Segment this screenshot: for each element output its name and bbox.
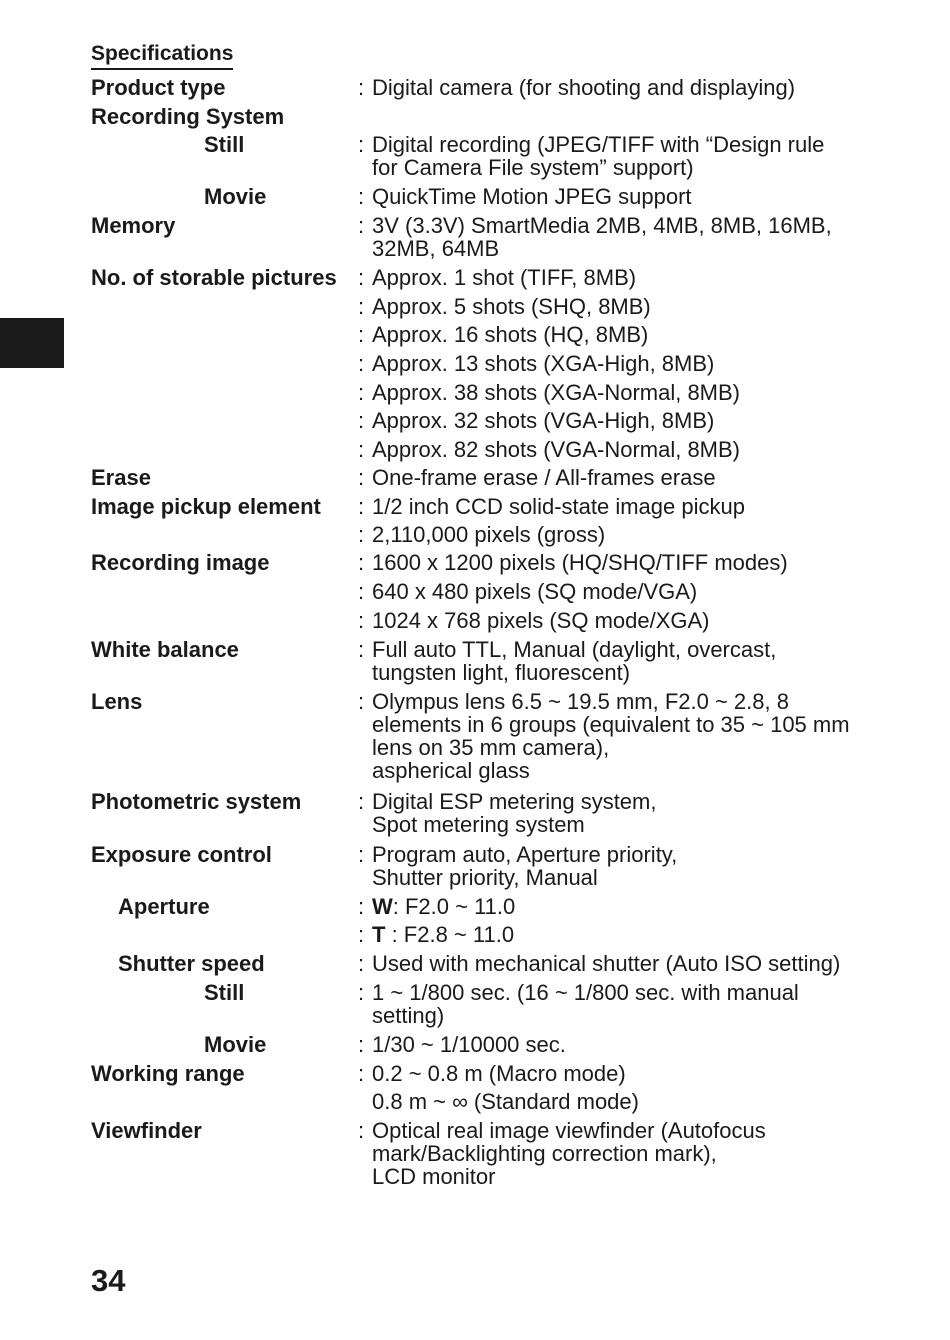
spec-label: Recording System — [91, 104, 285, 129]
spec-label: Image pickup element — [91, 494, 321, 519]
spec-value-line: Program auto, Aperture priority, — [372, 842, 678, 867]
spec-value-line: 3V (3.3V) SmartMedia 2MB, 4MB, 8MB, 16MB, — [372, 213, 832, 238]
spec-colon: : — [358, 1118, 365, 1143]
spec-value — [372, 295, 651, 318]
spec-label: Still — [204, 980, 245, 1005]
spec-value — [372, 438, 740, 461]
spec-value-line: 640 x 480 pixels (SQ mode/VGA) — [372, 579, 698, 604]
spec-value — [372, 1062, 626, 1085]
spec-value-line: elements in 6 groups (equivalent to 35 ~ 105 mm — [372, 712, 850, 737]
spec-colon: : — [358, 265, 365, 290]
spec-label: Viewfinder — [91, 1118, 202, 1143]
spec-value-line: 1 ~ 1/800 sec. (16 ~ 1/800 sec. with manual — [372, 980, 799, 1005]
spec-colon: : — [358, 213, 365, 238]
section-title: Specifications — [91, 42, 233, 70]
spec-value — [372, 551, 788, 574]
spec-colon: : — [358, 465, 365, 490]
spec-value — [372, 523, 605, 546]
spec-value — [372, 323, 648, 346]
chapter-tab-marker — [0, 318, 64, 368]
spec-label: Photometric system — [91, 789, 302, 814]
spec-value — [372, 352, 714, 375]
spec-value-line: for Camera File system” support) — [372, 155, 694, 180]
spec-value — [372, 1090, 639, 1113]
spec-label: Memory — [91, 213, 176, 238]
spec-label: Working range — [91, 1061, 245, 1086]
wide-key: W — [372, 894, 393, 919]
tele-key: T — [372, 922, 386, 947]
spec-colon: : — [358, 294, 365, 319]
spec-label: Aperture — [118, 894, 210, 919]
spec-colon: : — [358, 550, 365, 575]
spec-colon: : — [358, 494, 365, 519]
spec-value-line: Digital recording (JPEG/TIFF with “Design rule — [372, 132, 825, 157]
spec-value-line: Spot metering system — [372, 812, 585, 837]
spec-colon: : — [358, 579, 365, 604]
spec-value-line: One-frame erase / All-frames erase — [372, 465, 716, 490]
spec-value-line: Approx. 5 shots (SHQ, 8MB) — [372, 294, 651, 319]
spec-value-line: 0.8 m ~ ∞ (Standard mode) — [372, 1089, 639, 1114]
spec-value-line: Shutter priority, Manual — [372, 865, 598, 890]
spec-value-line: 1600 x 1200 pixels (HQ/SHQ/TIFF modes) — [372, 550, 788, 575]
spec-value — [372, 790, 656, 836]
spec-value — [372, 214, 832, 260]
spec-value-line: Used with mechanical shutter (Auto ISO setting) — [372, 951, 841, 976]
spec-value-line: Approx. 1 shot (TIFF, 8MB) — [372, 265, 637, 290]
spec-colon: : — [358, 75, 365, 100]
spec-value-line: Approx. 82 shots (VGA-Normal, 8MB) — [372, 437, 741, 462]
page-number: 34 — [91, 1263, 126, 1298]
spec-colon: : — [358, 789, 365, 814]
spec-colon: : — [358, 894, 365, 919]
spec-value — [372, 495, 745, 518]
spec-label: Shutter speed — [118, 951, 265, 976]
spec-value-line: Approx. 32 shots (VGA-High, 8MB) — [372, 408, 715, 433]
spec-value — [372, 981, 799, 1027]
spec-value-line: Approx. 13 shots (XGA-High, 8MB) — [372, 351, 715, 376]
spec-value — [372, 952, 840, 975]
spec-label: No. of storable pictures — [91, 265, 337, 290]
spec-value — [372, 638, 776, 684]
spec-colon: : — [358, 132, 365, 157]
spec-value-line: Approx. 38 shots (XGA-Normal, 8MB) — [372, 380, 741, 405]
spec-colon: : — [358, 1061, 365, 1086]
spec-label: White balance — [91, 637, 239, 662]
spec-label: Exposure control — [91, 842, 272, 867]
spec-value — [372, 843, 677, 889]
spec-value-line: Full auto TTL, Manual (daylight, overcast, — [372, 637, 777, 662]
spec-value-line: 1/30 ~ 1/10000 sec. — [372, 1032, 566, 1057]
spec-colon: : — [358, 951, 365, 976]
spec-colon: : — [358, 322, 365, 347]
spec-value-line: QuickTime Motion JPEG support — [372, 184, 692, 209]
spec-value-line: LCD monitor — [372, 1164, 496, 1189]
spec-colon: : — [358, 437, 365, 462]
spec-value-line: Optical real image viewfinder (Autofocus — [372, 1118, 766, 1143]
spec-label: Recording image — [91, 550, 270, 575]
spec-value — [372, 690, 850, 782]
spec-colon: : — [358, 980, 365, 1005]
spec-value — [372, 609, 710, 632]
spec-value-line: 1/2 inch CCD solid-state image pickup — [372, 494, 745, 519]
spec-value — [372, 185, 692, 208]
spec-value-line: Digital ESP metering system, — [372, 789, 657, 814]
spec-value-line: : F2.0 ~ 11.0 — [392, 894, 516, 919]
spec-value — [372, 895, 515, 918]
spec-value-line: 32MB, 64MB — [372, 236, 500, 261]
spec-label: Movie — [204, 1032, 267, 1057]
spec-value — [372, 133, 824, 179]
spec-value-line: Digital camera (for shooting and displaying) — [372, 75, 796, 100]
spec-colon: : — [358, 922, 365, 947]
spec-value-line: 0.2 ~ 0.8 m (Macro mode) — [372, 1061, 626, 1086]
spec-value-line: tungsten light, fluorescent) — [372, 660, 631, 685]
spec-label: Still — [204, 132, 245, 157]
spec-colon: : — [358, 689, 365, 714]
spec-colon: : — [358, 408, 365, 433]
spec-value — [372, 923, 514, 946]
spec-value-line: : F2.8 ~ 11.0 — [385, 922, 515, 947]
spec-value — [372, 266, 636, 289]
spec-colon: : — [358, 637, 365, 662]
spec-colon: : — [358, 184, 365, 209]
spec-label: Erase — [91, 465, 151, 490]
spec-label: Movie — [204, 184, 267, 209]
spec-label: Lens — [91, 689, 143, 714]
spec-colon: : — [358, 608, 365, 633]
spec-value-line: aspherical glass — [372, 758, 530, 783]
spec-value-line: mark/Backlighting correction mark), — [372, 1141, 717, 1166]
spec-value — [372, 76, 795, 99]
spec-value — [372, 1119, 766, 1188]
spec-value — [372, 580, 697, 603]
spec-colon: : — [358, 380, 365, 405]
spec-value-line: Approx. 16 shots (HQ, 8MB) — [372, 322, 649, 347]
spec-value-line: lens on 35 mm camera), — [372, 735, 610, 760]
spec-value-line: 1024 x 768 pixels (SQ mode/XGA) — [372, 608, 710, 633]
spec-colon: : — [358, 522, 365, 547]
spec-colon: : — [358, 351, 365, 376]
spec-colon: : — [358, 842, 365, 867]
spec-value-line: setting) — [372, 1003, 445, 1028]
spec-value — [372, 381, 740, 404]
spec-value — [372, 1033, 566, 1056]
spec-value — [372, 466, 716, 489]
spec-colon: : — [358, 1032, 365, 1057]
spec-value-line: 2,110,000 pixels (gross) — [372, 522, 606, 547]
spec-value — [372, 409, 714, 432]
spec-label: Product type — [91, 75, 226, 100]
spec-value-line: Olympus lens 6.5 ~ 19.5 mm, F2.0 ~ 2.8, 8 — [372, 689, 789, 714]
